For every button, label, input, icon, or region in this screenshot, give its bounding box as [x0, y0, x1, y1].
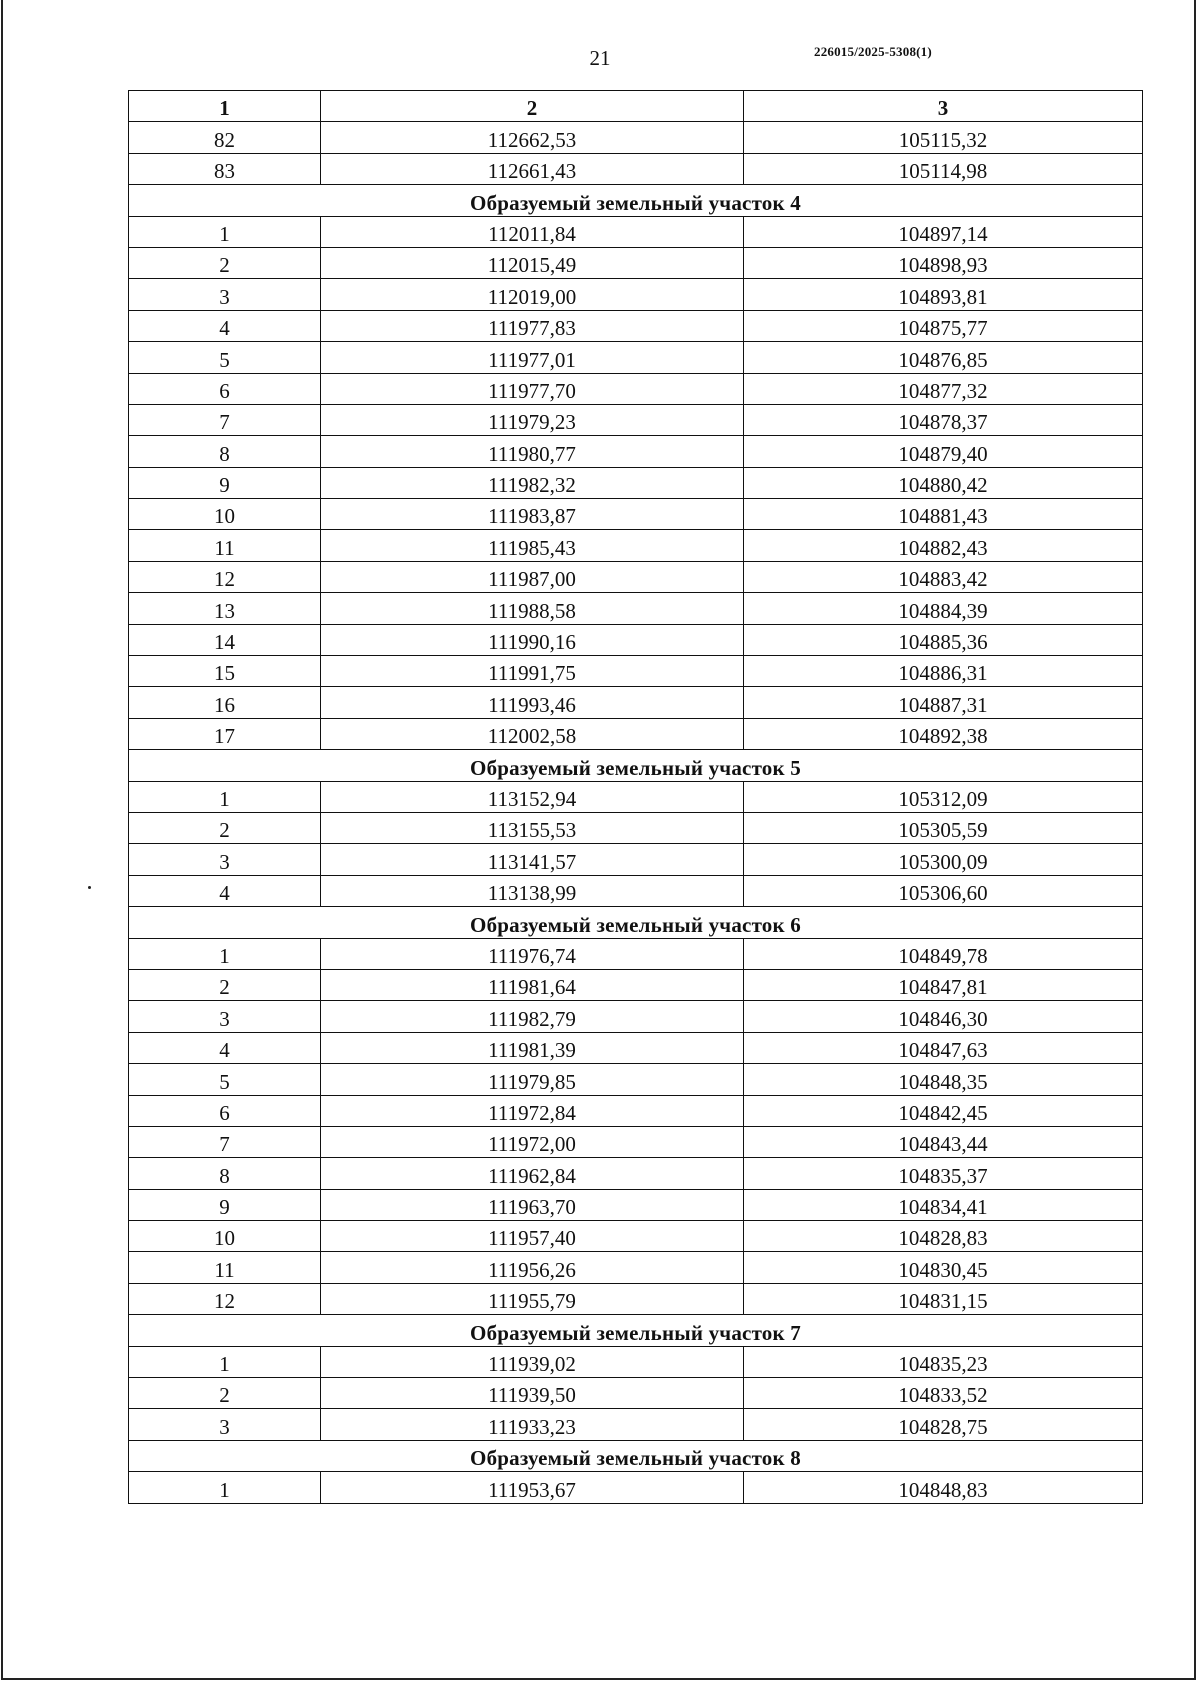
y-coordinate-cell: 104879,40 [744, 436, 1143, 467]
point-number-cell: 8 [129, 436, 321, 467]
table-row [129, 656, 1143, 687]
x-coordinate-cell: 111990,16 [321, 624, 744, 655]
x-coordinate-cell: 113152,94 [321, 781, 744, 812]
table-row [129, 938, 1143, 969]
point-number-cell: 4 [129, 1032, 321, 1063]
table-row [129, 122, 1143, 153]
y-coordinate-cell: 104892,38 [744, 718, 1143, 749]
x-coordinate-cell: 111982,32 [321, 467, 744, 498]
point-number-cell: 9 [129, 467, 321, 498]
table-body [129, 122, 1143, 1503]
table-row [129, 593, 1143, 624]
section-header-row [129, 185, 1143, 216]
y-coordinate-cell: 104893,81 [744, 279, 1143, 310]
section-header-row [129, 1315, 1143, 1346]
document-reference: 226015/2025-5308(1) [814, 44, 932, 59]
column-header-2: 2 [321, 91, 744, 122]
x-coordinate-cell: 113155,53 [321, 812, 744, 843]
y-coordinate-cell: 105114,98 [744, 153, 1143, 184]
table-row [129, 1158, 1143, 1189]
table-header-row [129, 91, 1143, 122]
table-row [129, 718, 1143, 749]
table-row [129, 530, 1143, 561]
x-coordinate-cell: 111982,79 [321, 1001, 744, 1032]
x-coordinate-cell: 111981,64 [321, 969, 744, 1000]
point-number-cell: 6 [129, 373, 321, 404]
point-number-cell: 5 [129, 342, 321, 373]
x-coordinate-cell: 111939,50 [321, 1378, 744, 1409]
y-coordinate-cell: 104842,45 [744, 1095, 1143, 1126]
table-row [129, 1189, 1143, 1220]
point-number-cell: 14 [129, 624, 321, 655]
x-coordinate-cell: 112661,43 [321, 153, 744, 184]
table-row [129, 373, 1143, 404]
x-coordinate-cell: 112002,58 [321, 718, 744, 749]
section-header-row [129, 907, 1143, 938]
y-coordinate-cell: 104884,39 [744, 593, 1143, 624]
x-coordinate-cell: 111987,00 [321, 561, 744, 592]
y-coordinate-cell: 104849,78 [744, 938, 1143, 969]
section-title: Образуемый земельный участок 4 [129, 185, 1143, 216]
y-coordinate-cell: 105305,59 [744, 812, 1143, 843]
y-coordinate-cell: 104833,52 [744, 1378, 1143, 1409]
y-coordinate-cell: 104828,83 [744, 1221, 1143, 1252]
point-number-cell: 7 [129, 404, 321, 435]
x-coordinate-cell: 111977,83 [321, 310, 744, 341]
y-coordinate-cell: 104886,31 [744, 656, 1143, 687]
point-number-cell: 12 [129, 1283, 321, 1314]
table-row [129, 247, 1143, 278]
x-coordinate-cell: 112662,53 [321, 122, 744, 153]
point-number-cell: 8 [129, 1158, 321, 1189]
x-coordinate-cell: 111988,58 [321, 593, 744, 624]
x-coordinate-cell: 111939,02 [321, 1346, 744, 1377]
point-number-cell: 3 [129, 844, 321, 875]
point-number-cell: 10 [129, 1221, 321, 1252]
table-row [129, 1064, 1143, 1095]
point-number-cell: 11 [129, 530, 321, 561]
table-row [129, 1283, 1143, 1314]
x-coordinate-cell: 111991,75 [321, 656, 744, 687]
x-coordinate-cell: 111972,84 [321, 1095, 744, 1126]
table-row [129, 467, 1143, 498]
x-coordinate-cell: 111963,70 [321, 1189, 744, 1220]
x-coordinate-cell: 111981,39 [321, 1032, 744, 1063]
x-coordinate-cell: 111962,84 [321, 1158, 744, 1189]
y-coordinate-cell: 104880,42 [744, 467, 1143, 498]
y-coordinate-cell: 104843,44 [744, 1126, 1143, 1157]
table-row [129, 153, 1143, 184]
table-row [129, 1095, 1143, 1126]
x-coordinate-cell: 111957,40 [321, 1221, 744, 1252]
x-coordinate-cell: 111976,74 [321, 938, 744, 969]
x-coordinate-cell: 111955,79 [321, 1283, 744, 1314]
y-coordinate-cell: 104877,32 [744, 373, 1143, 404]
y-coordinate-cell: 105300,09 [744, 844, 1143, 875]
y-coordinate-cell: 104898,93 [744, 247, 1143, 278]
table-row [129, 342, 1143, 373]
table-row [129, 875, 1143, 906]
table-row [129, 781, 1143, 812]
y-coordinate-cell: 104897,14 [744, 216, 1143, 247]
table-row [129, 624, 1143, 655]
y-coordinate-cell: 104830,45 [744, 1252, 1143, 1283]
table-row [129, 310, 1143, 341]
y-coordinate-cell: 104876,85 [744, 342, 1143, 373]
section-title: Образуемый земельный участок 7 [129, 1315, 1143, 1346]
y-coordinate-cell: 104834,41 [744, 1189, 1143, 1220]
table-row [129, 812, 1143, 843]
y-coordinate-cell: 104831,15 [744, 1283, 1143, 1314]
table-row [129, 1472, 1143, 1503]
section-title: Образуемый земельный участок 6 [129, 907, 1143, 938]
table-row [129, 279, 1143, 310]
table-row [129, 1001, 1143, 1032]
point-number-cell: 11 [129, 1252, 321, 1283]
point-number-cell: 2 [129, 969, 321, 1000]
point-number-cell: 1 [129, 781, 321, 812]
point-number-cell: 2 [129, 1378, 321, 1409]
point-number-cell: 3 [129, 1001, 321, 1032]
point-number-cell: 13 [129, 593, 321, 624]
y-coordinate-cell: 104828,75 [744, 1409, 1143, 1440]
table-row [129, 499, 1143, 530]
scan-speck [88, 886, 91, 889]
y-coordinate-cell: 104848,35 [744, 1064, 1143, 1095]
x-coordinate-cell: 111979,85 [321, 1064, 744, 1095]
y-coordinate-cell: 104835,23 [744, 1346, 1143, 1377]
point-number-cell: 7 [129, 1126, 321, 1157]
y-coordinate-cell: 104875,77 [744, 310, 1143, 341]
x-coordinate-cell: 111980,77 [321, 436, 744, 467]
point-number-cell: 10 [129, 499, 321, 530]
point-number-cell: 3 [129, 279, 321, 310]
y-coordinate-cell: 104835,37 [744, 1158, 1143, 1189]
y-coordinate-cell: 105306,60 [744, 875, 1143, 906]
column-header-3: 3 [744, 91, 1143, 122]
table-row [129, 1032, 1143, 1063]
point-number-cell: 82 [129, 122, 321, 153]
point-number-cell: 1 [129, 216, 321, 247]
x-coordinate-cell: 112019,00 [321, 279, 744, 310]
point-number-cell: 1 [129, 1472, 321, 1503]
table-row [129, 216, 1143, 247]
page-number: 21 [589, 46, 611, 70]
x-coordinate-cell: 111933,23 [321, 1409, 744, 1440]
y-coordinate-cell: 104882,43 [744, 530, 1143, 561]
point-number-cell: 2 [129, 812, 321, 843]
column-header-1: 1 [129, 91, 321, 122]
y-coordinate-cell: 104847,63 [744, 1032, 1143, 1063]
y-coordinate-cell: 105115,32 [744, 122, 1143, 153]
point-number-cell: 9 [129, 1189, 321, 1220]
coordinates-table [128, 90, 1143, 1504]
point-number-cell: 5 [129, 1064, 321, 1095]
table-row [129, 1221, 1143, 1252]
y-coordinate-cell: 104878,37 [744, 404, 1143, 435]
x-coordinate-cell: 111977,01 [321, 342, 744, 373]
y-coordinate-cell: 104846,30 [744, 1001, 1143, 1032]
y-coordinate-cell: 104883,42 [744, 561, 1143, 592]
table-row [129, 687, 1143, 718]
x-coordinate-cell: 113141,57 [321, 844, 744, 875]
x-coordinate-cell: 111985,43 [321, 530, 744, 561]
section-title: Образуемый земельный участок 5 [129, 750, 1143, 781]
x-coordinate-cell: 112015,49 [321, 247, 744, 278]
table-row [129, 1126, 1143, 1157]
point-number-cell: 15 [129, 656, 321, 687]
x-coordinate-cell: 111983,87 [321, 499, 744, 530]
point-number-cell: 6 [129, 1095, 321, 1126]
point-number-cell: 83 [129, 153, 321, 184]
table-row [129, 844, 1143, 875]
point-number-cell: 12 [129, 561, 321, 592]
table-row [129, 1409, 1143, 1440]
table-row [129, 1346, 1143, 1377]
y-coordinate-cell: 104887,31 [744, 687, 1143, 718]
point-number-cell: 4 [129, 310, 321, 341]
point-number-cell: 16 [129, 687, 321, 718]
point-number-cell: 4 [129, 875, 321, 906]
table-row [129, 969, 1143, 1000]
y-coordinate-cell: 104885,36 [744, 624, 1143, 655]
x-coordinate-cell: 111972,00 [321, 1126, 744, 1157]
point-number-cell: 2 [129, 247, 321, 278]
point-number-cell: 1 [129, 938, 321, 969]
y-coordinate-cell: 104848,83 [744, 1472, 1143, 1503]
point-number-cell: 17 [129, 718, 321, 749]
section-header-row [129, 750, 1143, 781]
x-coordinate-cell: 111956,26 [321, 1252, 744, 1283]
point-number-cell: 3 [129, 1409, 321, 1440]
x-coordinate-cell: 111993,46 [321, 687, 744, 718]
section-title: Образуемый земельный участок 8 [129, 1440, 1143, 1471]
table-row [129, 404, 1143, 435]
y-coordinate-cell: 104881,43 [744, 499, 1143, 530]
y-coordinate-cell: 105312,09 [744, 781, 1143, 812]
x-coordinate-cell: 111977,70 [321, 373, 744, 404]
section-header-row [129, 1440, 1143, 1471]
x-coordinate-cell: 111979,23 [321, 404, 744, 435]
table-row [129, 436, 1143, 467]
table-row [129, 1378, 1143, 1409]
table-row [129, 561, 1143, 592]
x-coordinate-cell: 112011,84 [321, 216, 744, 247]
x-coordinate-cell: 111953,67 [321, 1472, 744, 1503]
table-row [129, 1252, 1143, 1283]
x-coordinate-cell: 113138,99 [321, 875, 744, 906]
point-number-cell: 1 [129, 1346, 321, 1377]
y-coordinate-cell: 104847,81 [744, 969, 1143, 1000]
